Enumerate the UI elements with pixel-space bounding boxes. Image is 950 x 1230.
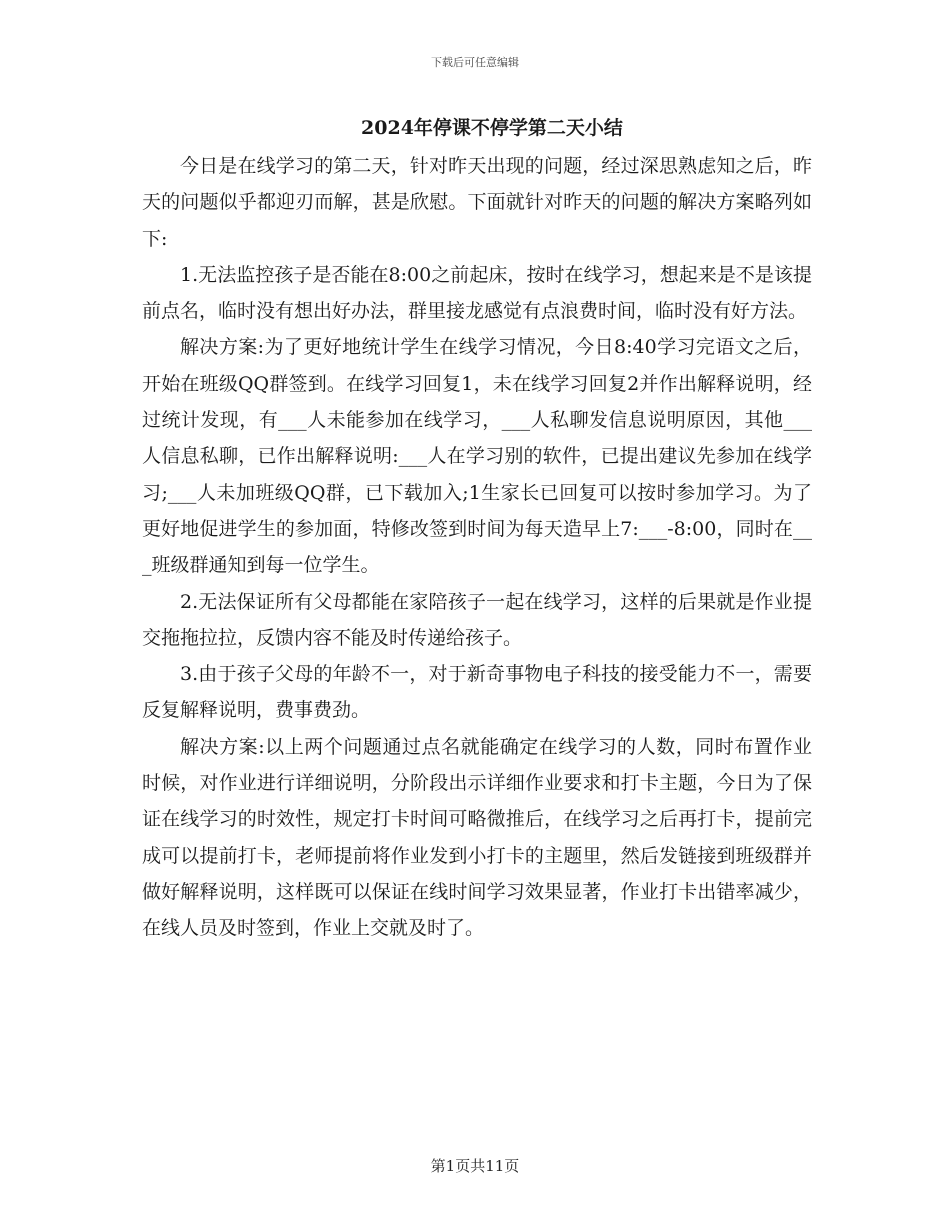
paragraph-intro: 今日是在线学习的第二天，针对昨天出现的问题，经过深思熟虑知之后，昨天的问题似乎都迎刃而解，甚是欣慰。下面就针对昨天的问题的解决方案略列如下: <box>142 155 812 250</box>
paragraph-problem-1: 1.无法监控孩子是否能在8:00之前起床，按时在线学习，想起来是不是该提前点名，临时没有想出好办法，群里接龙感觉有点浪费时间，临时没有好方法。 <box>142 263 812 323</box>
document-body <box>142 112 812 947</box>
paragraph-solution-1: 解决方案:为了更好地统计学生在线学习情况，今日8:40学习完语文之后，开始在班级QQ群签到。在线学习回复1，未在线学习回复2并作出解释说明，经过统计发现，有___人未能参加在线学习，___人私聊发信息说明原因，其他___人信息私聊，已作出解释说明:___人在学习别的软件，已提出建议先参加在线学习;___人未加班级QQ群，已下载加入;1生家长已回复可以按时参加学习。为了更好地促进学生的参加面，特修改签到时间为每天造早上7:___-8:00，同时在___班级群通知到每一位学生。 <box>142 336 812 577</box>
paragraph-problem-3: 3.由于孩子父母的年龄不一，对于新奇事物电子科技的接受能力不一，需要反复解释说明，费事费劲。 <box>142 663 812 722</box>
document-title: 2024年停课不停学第二天小结 <box>361 117 623 139</box>
header-note: 下载后可任意编辑 <box>431 56 519 69</box>
paragraph-problem-2: 2.无法保证所有父母都能在家陪孩子一起在线学习，这样的后果就是作业提交拖拖拉拉，反馈内容不能及时传递给孩子。 <box>142 590 812 649</box>
page-number: 第1页共11页 <box>430 1157 520 1175</box>
paragraph-solution-2: 解决方案:以上两个问题通过点名就能确定在线学习的人数，同时布置作业时候，对作业进行详细说明，分阶段出示详细作业要求和打卡主题，今日为了保证在线学习的时效性，规定打卡时间可略微推后，在线学习之后再打卡，提前完成可以提前打卡，老师提前将作业发到小打卡的主题里，然后发链接到班级群并做好解释说明，这样既可以保证在线时间学习效果显著，作业打卡出错率减少，在线人员及时签到，作业上交就及时了。 <box>142 735 812 940</box>
